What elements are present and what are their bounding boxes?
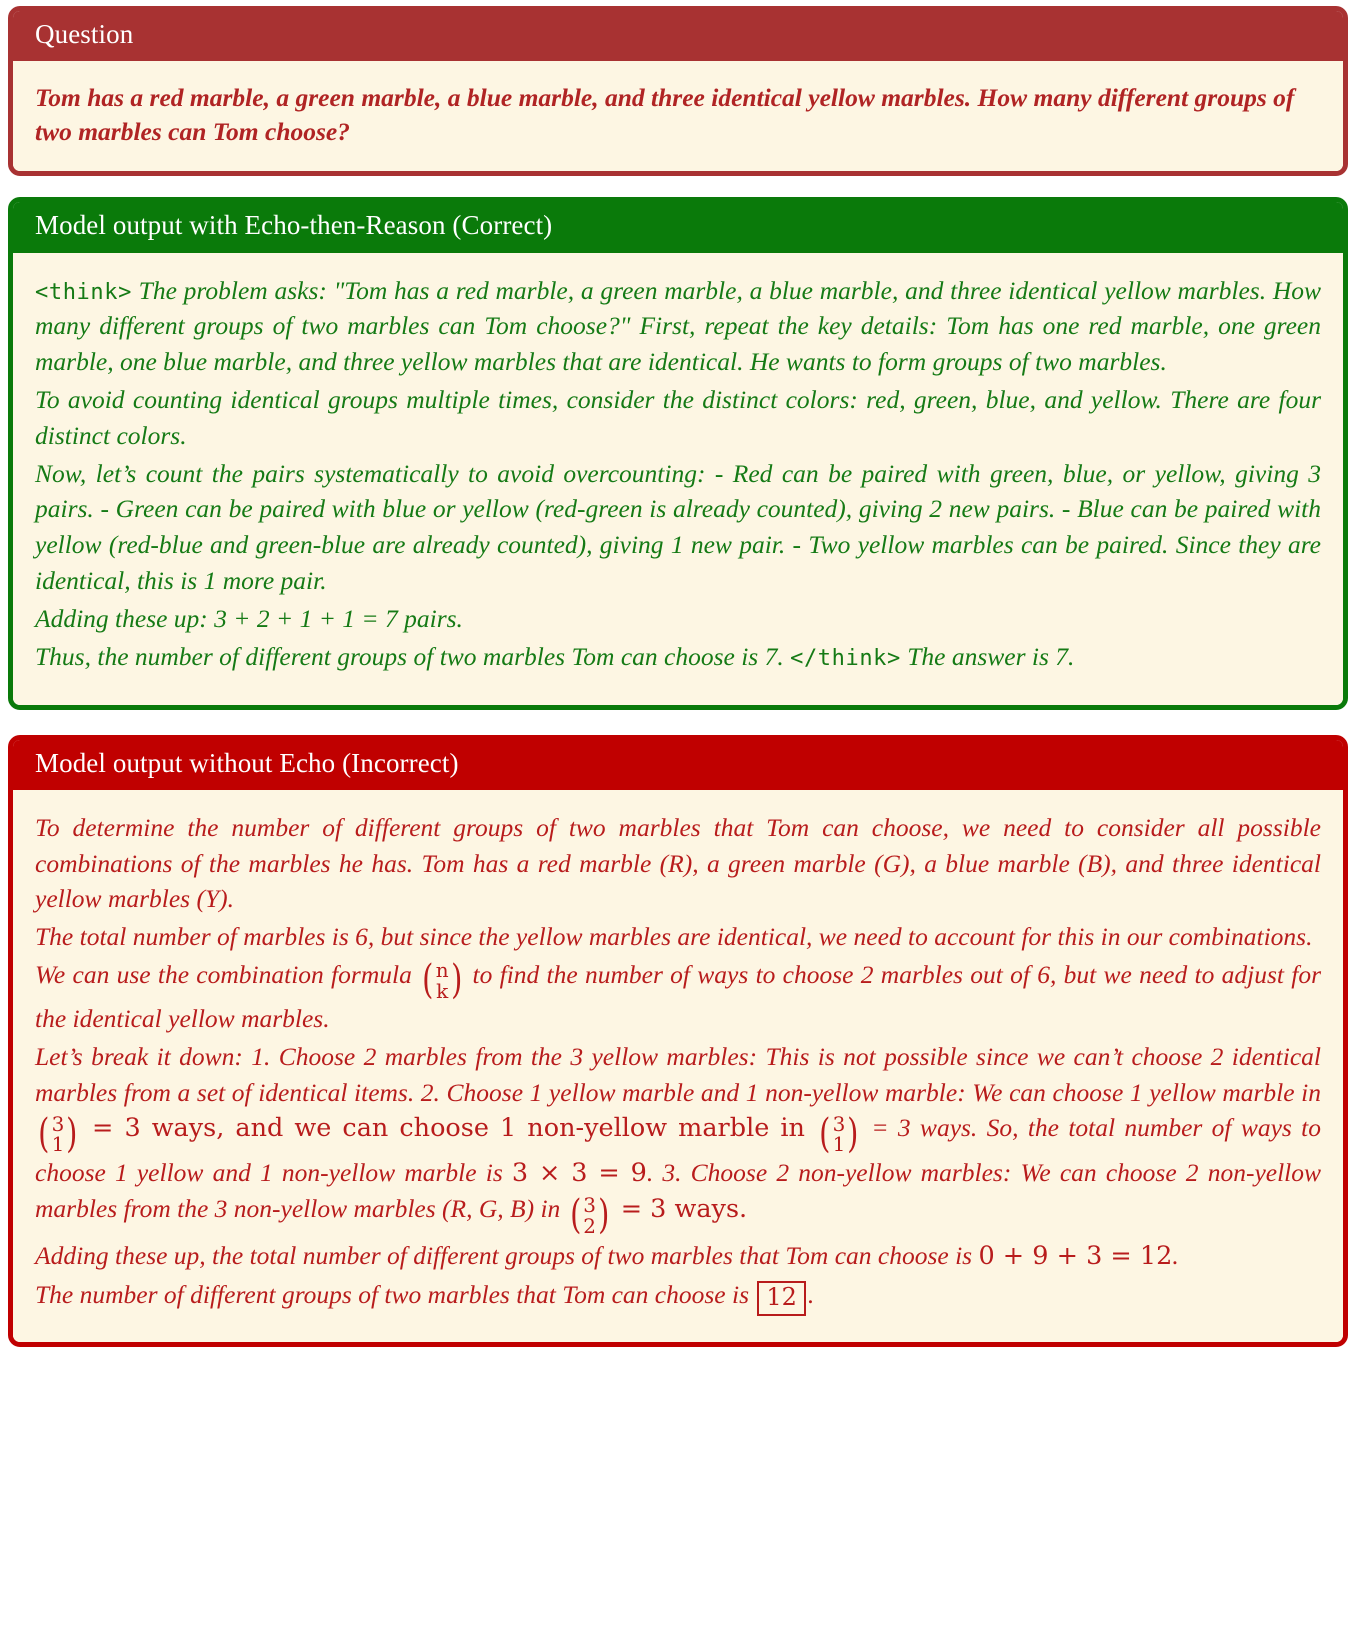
incorrect-paragraph-4 <box>35 1039 1322 1239</box>
think-open-tag: <think> <box>35 279 132 305</box>
correct-paragraph-1 <box>35 273 1321 381</box>
correct-output-panel <box>8 197 1348 709</box>
binomial-3-1-first-bottom: 1 <box>51 1132 65 1157</box>
question-text: Tom has a red marble, a green marble, a blue marble, and three identical yellow marbles. How many different groups of two marbles can Tom choose? <box>35 83 1295 147</box>
binomial-left-paren: ( <box>38 1110 50 1157</box>
correct-paragraph-5-text: Thus, the number of different groups of two marbles Tom can choose is 7. <box>35 641 784 671</box>
correct-paragraph-1-text: The problem asks: "Tom has a red marble, a green marble, a blue marble, and three identical yellow marbles. How many different groups of two marbles can Tom choose?" First, repeat the key details: Tom has one red marble, one green marble, one blue marble, and three yellow marbles that are identical. He wants to form groups of two marbles. <box>35 275 1321 377</box>
binomial-right-paren: ) <box>450 957 463 1004</box>
binomial-3-1-second <box>817 1110 861 1157</box>
binomial-right-paren: ) <box>847 1110 859 1157</box>
incorrect-p4-text-e: . 3. Choose 2 non-yellow marbles: We can choose 2 non-yellow marbles from the 3 non-yellow marbles (R, G, B) in <box>35 1157 1322 1224</box>
binomial-n-k-bottom: k <box>436 978 449 1003</box>
binomial-3-1-first <box>36 1110 80 1157</box>
incorrect-p4-equation-9: 3 × 3 = 9 <box>511 1157 647 1188</box>
incorrect-p4-text-a: Let’s break it down: 1. Choose 2 marbles from the 3 yellow marbles: This is not possible since we can’t choose 2 identical marbles from a set of identical items. 2. Choose 1 yellow marble and 1 non-yellow marble: We can choose 1 yellow marble in <box>35 1041 1321 1107</box>
incorrect-paragraph-5 <box>35 1238 1321 1275</box>
correct-panel-body <box>13 253 1343 705</box>
binomial-3-2-top: 3 <box>583 1193 596 1218</box>
incorrect-paragraph-3 <box>35 957 1321 1037</box>
binomial-right-paren: ) <box>598 1192 610 1239</box>
incorrect-p6-text-b: . <box>807 1279 815 1309</box>
correct-panel-header: Model output with Echo-then-Reason (Correct) <box>13 202 1343 252</box>
correct-final-answer: The answer is 7. <box>907 641 1075 671</box>
boxed-final-answer: 12 <box>757 1281 806 1316</box>
binomial-left-paren: ( <box>819 1110 831 1157</box>
incorrect-panel-header: Model output without Echo (Incorrect) <box>13 740 1343 790</box>
binomial-3-1-second-top: 3 <box>832 1112 846 1136</box>
incorrect-p4-text-f: = 3 ways. <box>612 1194 748 1225</box>
correct-paragraph-4: Adding these up: 3 + 2 + 1 + 1 = 7 pairs. <box>35 603 463 633</box>
incorrect-p6-text-a: The number of different groups of two marbles that Tom can choose is <box>35 1279 756 1309</box>
binomial-3-2 <box>568 1192 612 1239</box>
incorrect-paragraph-6 <box>35 1277 1321 1316</box>
incorrect-output-panel <box>8 735 1348 1347</box>
binomial-n-k-top: n <box>435 958 449 983</box>
incorrect-p5-text-c: . <box>1172 1240 1179 1270</box>
binomial-right-paren: ) <box>66 1110 78 1157</box>
question-panel-body <box>13 61 1343 171</box>
binomial-left-paren: ( <box>569 1192 582 1239</box>
incorrect-p5-text-a: Adding these up, the total number of different groups of two marbles that Tom can choose is <box>35 1240 979 1270</box>
binomial-3-1-second-bottom: 1 <box>832 1132 846 1157</box>
incorrect-p4-text-c: = 3 ways. So, the total number of ways to choose 1 yellow and 1 non-yellow marble is <box>35 1113 1321 1187</box>
correct-paragraph-3: Now, let’s count the pairs systematically to avoid overcounting: - Red can be paired with green, blue, or yellow, giving 3 pairs. - Green can be paired with blue or yellow (red-green is already counted), giving 2 new pairs. - Blue can be paired with yellow (red-blue and green-blue are already counted), giving 1 new pair. - Two yellow marbles can be paired. Since they are identical, this is 1 more pair. <box>35 458 1321 596</box>
question-panel-header: Question <box>13 11 1343 61</box>
incorrect-p3-text-a: We can use the combination formula <box>35 959 420 989</box>
binomial-n-k <box>420 957 464 1004</box>
incorrect-p5-equation-12: 0 + 9 + 3 = 12 <box>978 1240 1173 1271</box>
think-close-tag: </think> <box>790 645 901 671</box>
incorrect-paragraph-1: To determine the number of different groups of two marbles that Tom can choose, we need to consider all possible combinations of the marbles he has. Tom has a red marble (R), a green marble (G), a blue marble (B), and three identical yellow marbles (Y). <box>35 812 1321 914</box>
incorrect-p3-text-b: to find the number of ways to choose 2 marbles out of 6, but we need to adjust for the identical yellow marbles. <box>35 959 1321 1034</box>
correct-paragraph-2: To avoid counting identical groups multiple times, consider the distinct colors: red, green, blue, and yellow. There are four distinct colors. <box>35 385 1321 450</box>
binomial-3-1-first-top: 3 <box>51 1112 65 1136</box>
correct-paragraph-5 <box>35 639 1321 675</box>
incorrect-p4-text-b: = 3 ways, and we can choose 1 non-yellow marble in <box>80 1113 817 1144</box>
binomial-3-2-bottom: 2 <box>583 1213 596 1238</box>
binomial-left-paren: ( <box>422 957 434 1004</box>
incorrect-paragraph-2: The total number of marbles is 6, but since the yellow marbles are identical, we need to account for this in our combinations. <box>35 922 1313 952</box>
incorrect-panel-body <box>13 790 1343 1342</box>
question-panel <box>8 6 1348 176</box>
